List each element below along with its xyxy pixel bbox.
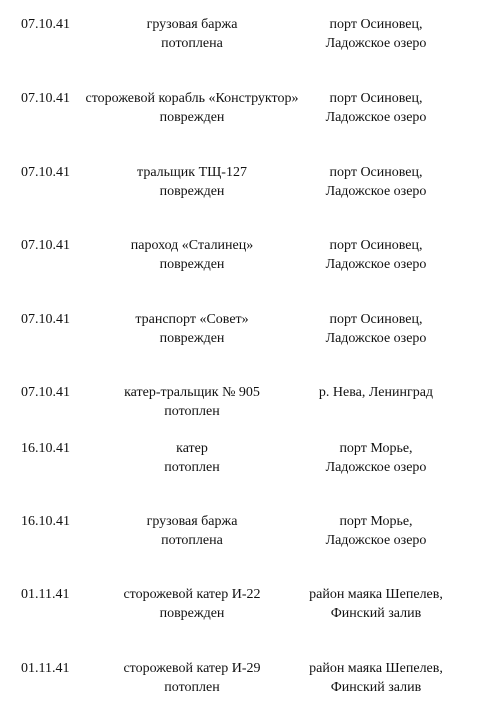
entry-vessel-cell bbox=[72, 512, 312, 550]
entry-status: поврежден bbox=[159, 184, 225, 199]
entry-row bbox=[0, 585, 487, 625]
entry-date: 01.11.41 bbox=[21, 661, 70, 676]
entry-date: 07.10.41 bbox=[21, 165, 70, 180]
entry-vessel-cell bbox=[72, 659, 312, 697]
entry-vessel-cell bbox=[72, 89, 312, 127]
entry-date: 16.10.41 bbox=[21, 441, 70, 456]
entry-place-cell bbox=[292, 310, 460, 348]
entry-place-line1: порт Осиновец, bbox=[329, 165, 423, 180]
entry-status: потоплен bbox=[164, 404, 220, 419]
entry-vessel: пароход «Сталинец» bbox=[130, 238, 254, 253]
entry-row bbox=[0, 439, 487, 479]
entry-vessel-cell bbox=[72, 383, 312, 421]
entry-date: 07.10.41 bbox=[21, 312, 70, 327]
entry-place-line2: Финский залив bbox=[330, 680, 422, 695]
entry-date: 07.10.41 bbox=[21, 91, 70, 106]
entry-status: потоплен bbox=[164, 460, 220, 475]
entry-place-line1: р. Нева, Ленинград bbox=[318, 385, 434, 400]
entry-status: поврежден bbox=[159, 110, 225, 125]
entry-date: 16.10.41 bbox=[21, 514, 70, 529]
entry-row bbox=[0, 89, 487, 129]
entry-place-line1: район маяка Шепелев, bbox=[309, 661, 443, 676]
entry-place-cell bbox=[292, 659, 460, 697]
entry-status: потоплена bbox=[161, 533, 223, 548]
entry-place-line1: порт Осиновец, bbox=[329, 312, 423, 327]
entry-status: поврежден bbox=[159, 257, 225, 272]
entry-vessel-cell bbox=[72, 236, 312, 274]
entry-place-cell bbox=[292, 15, 460, 53]
entry-place-line1: порт Морье, bbox=[339, 514, 413, 529]
entry-place-line2: Ладожское озеро bbox=[325, 331, 427, 346]
entry-place-line2: Ладожское озеро bbox=[325, 257, 427, 272]
entry-place-line2: Ладожское озеро bbox=[325, 36, 427, 51]
entry-vessel: транспорт «Совет» bbox=[135, 312, 249, 327]
entry-vessel: грузовая баржа bbox=[146, 17, 238, 32]
entry-row bbox=[0, 15, 487, 55]
entry-vessel: грузовая баржа bbox=[146, 514, 238, 529]
entry-place-cell bbox=[292, 439, 460, 477]
entry-vessel: сторожевой корабль «Конструктор» bbox=[85, 91, 299, 106]
entry-place-line2: Ладожское озеро bbox=[325, 460, 427, 475]
entry-date: 07.10.41 bbox=[21, 17, 70, 32]
entry-status: потоплен bbox=[164, 680, 220, 695]
entry-vessel: тральщик ТЩ-127 bbox=[137, 165, 247, 180]
entry-vessel-cell bbox=[72, 439, 312, 477]
entry-row bbox=[0, 512, 487, 552]
entry-place-line1: порт Морье, bbox=[339, 441, 413, 456]
entry-place-line1: порт Осиновец, bbox=[329, 238, 423, 253]
entry-row bbox=[0, 659, 487, 699]
entry-status: поврежден bbox=[159, 331, 225, 346]
entry-place-cell bbox=[292, 163, 460, 201]
entry-vessel: сторожевой катер И-22 bbox=[123, 587, 261, 602]
entry-vessel-cell bbox=[72, 585, 312, 623]
entry-vessel: катер bbox=[176, 441, 208, 456]
entry-vessel: сторожевой катер И-29 bbox=[123, 661, 261, 676]
entry-place-line2: Ладожское озеро bbox=[325, 184, 427, 199]
entry-place-line1: порт Осиновец, bbox=[329, 17, 423, 32]
entry-date: 07.10.41 bbox=[21, 385, 70, 400]
entry-row bbox=[0, 383, 487, 423]
entry-place-cell bbox=[292, 512, 460, 550]
entry-place-line1: район маяка Шепелев, bbox=[309, 587, 443, 602]
entry-vessel-cell bbox=[72, 310, 312, 348]
entry-place-cell bbox=[292, 585, 460, 623]
entry-row bbox=[0, 236, 487, 276]
entry-date: 01.11.41 bbox=[21, 587, 70, 602]
entry-place-cell bbox=[292, 383, 460, 402]
entry-place-line2: Ладожское озеро bbox=[325, 533, 427, 548]
entry-place-line2: Финский залив bbox=[330, 606, 422, 621]
entry-row bbox=[0, 163, 487, 203]
entry-vessel-cell bbox=[72, 163, 312, 201]
entry-place-cell bbox=[292, 89, 460, 127]
entry-place-cell bbox=[292, 236, 460, 274]
entry-status: потоплена bbox=[161, 36, 223, 51]
entry-place-line1: порт Осиновец, bbox=[329, 91, 423, 106]
entry-date: 07.10.41 bbox=[21, 238, 70, 253]
entry-vessel: катер-тральщик № 905 bbox=[124, 385, 260, 400]
entry-place-line2: Ладожское озеро bbox=[325, 110, 427, 125]
entry-vessel-cell bbox=[72, 15, 312, 53]
entry-status: поврежден bbox=[159, 606, 225, 621]
entry-row bbox=[0, 310, 487, 350]
